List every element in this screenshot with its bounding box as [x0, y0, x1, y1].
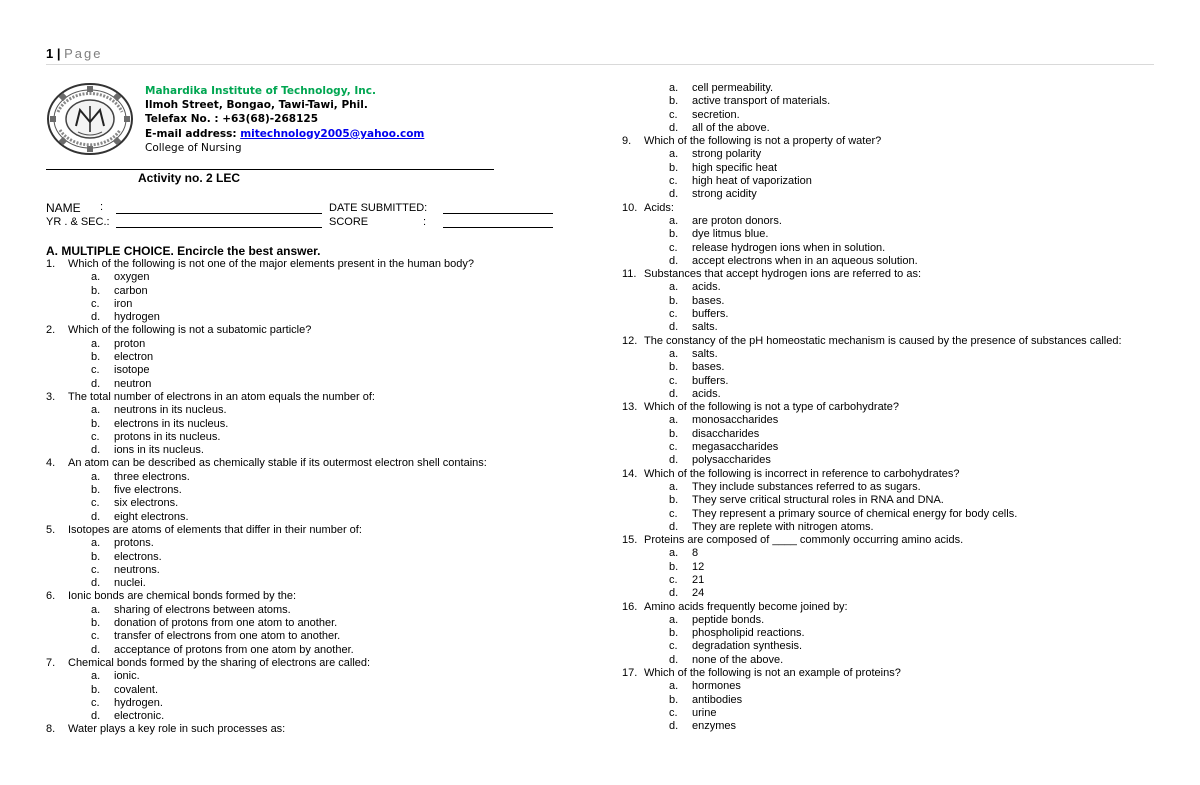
answer-option[interactable] — [46, 285, 487, 298]
institution-telefax: Telefax No. : +63(68)-268125 — [145, 113, 319, 126]
option-letter: a. — [669, 281, 679, 294]
answer-option[interactable] — [622, 640, 1122, 653]
option-letter: a. — [669, 480, 679, 493]
option-text: neutrons. — [114, 563, 160, 576]
question-number: 9. — [622, 135, 632, 148]
option-letter: d. — [669, 520, 679, 533]
option-letter: b. — [669, 294, 679, 307]
question-item — [622, 468, 1122, 481]
answer-option[interactable] — [46, 418, 487, 431]
option-text: degradation synthesis. — [692, 640, 803, 653]
answer-option[interactable] — [46, 444, 487, 457]
option-letter: d. — [669, 720, 679, 733]
option-text: electronic. — [114, 710, 165, 723]
option-text: electrons in its nucleus. — [114, 417, 229, 430]
answer-option[interactable] — [622, 694, 1122, 707]
option-text: megasaccharides — [692, 441, 779, 454]
answer-option[interactable] — [46, 311, 487, 324]
question-item — [622, 601, 1122, 614]
answer-option[interactable] — [46, 630, 487, 643]
answer-option[interactable] — [622, 295, 1122, 308]
option-letter: d. — [669, 587, 679, 600]
answer-option[interactable] — [622, 561, 1122, 574]
question-item — [622, 268, 1122, 281]
answer-option[interactable] — [46, 271, 487, 284]
option-text: accept electrons when in an aqueous solution. — [692, 254, 918, 267]
option-text: strong polarity — [692, 148, 762, 161]
option-letter: a. — [91, 470, 101, 483]
answer-option[interactable] — [46, 604, 487, 617]
option-text: iron — [114, 297, 133, 310]
option-text: 12 — [692, 560, 705, 573]
option-text: six electrons. — [114, 497, 179, 510]
option-text: hormones — [692, 680, 741, 693]
institution-name: Mahardika Institute of Technology, Inc. — [145, 85, 376, 97]
institution-seal-logo — [46, 82, 134, 156]
option-letter: a. — [669, 148, 679, 161]
answer-option[interactable] — [46, 670, 487, 683]
answer-option[interactable] — [622, 215, 1122, 228]
option-letter: a. — [91, 603, 101, 616]
question-text: Amino acids frequently become joined by: — [644, 600, 848, 613]
option-letter: c. — [669, 175, 678, 188]
option-letter: d. — [669, 653, 679, 666]
option-letter: c. — [669, 374, 678, 387]
question-text: Substances that accept hydrogen ions are referred to as: — [644, 268, 921, 281]
option-letter: b. — [669, 361, 679, 374]
page-label: Page — [64, 46, 103, 61]
score-underline — [443, 227, 553, 228]
question-number: 11. — [622, 268, 637, 281]
answer-option[interactable] — [622, 162, 1122, 175]
option-letter: a. — [91, 337, 101, 350]
question-number: 16. — [622, 600, 638, 613]
option-letter: b. — [91, 417, 101, 430]
option-letter: b. — [91, 683, 101, 696]
institution-address: Ilmoh Street, Bongao, Tawi-Tawi, Phil. — [145, 99, 368, 112]
date-submitted-underline — [443, 213, 553, 214]
question-item — [622, 202, 1122, 215]
option-text: enzymes — [692, 720, 737, 733]
option-letter: b. — [669, 228, 679, 241]
option-text: nuclei. — [114, 577, 146, 590]
option-text: electron — [114, 351, 154, 364]
question-item — [622, 135, 1122, 148]
answer-option[interactable] — [622, 255, 1122, 268]
institution-email-line — [145, 127, 424, 141]
email-label: E-mail address: — [145, 127, 237, 140]
answer-option[interactable] — [622, 627, 1122, 640]
option-letter: d. — [91, 710, 101, 723]
option-text: 8 — [692, 547, 699, 560]
option-text: high specific heat — [692, 161, 777, 174]
answer-option[interactable] — [622, 521, 1122, 534]
option-text: acids. — [692, 387, 721, 400]
question-text: Which of the following is not one of the major elements present in the human body? — [68, 258, 475, 270]
page-number: 1 — [46, 46, 54, 61]
question-number: 5. — [46, 523, 56, 536]
question-text: Which of the following is not a property of water? — [644, 135, 882, 148]
answer-option[interactable] — [46, 697, 487, 710]
option-letter: d. — [669, 254, 679, 267]
option-text: five electrons. — [114, 484, 182, 497]
option-text: proton — [114, 337, 146, 350]
name-label: NAME — [46, 201, 81, 215]
answer-option[interactable] — [622, 95, 1122, 108]
option-letter: a. — [669, 347, 679, 360]
score-label: SCORE — [329, 216, 369, 228]
date-submitted-label: DATE SUBMITTED: — [329, 202, 428, 214]
option-text: eight electrons. — [114, 510, 189, 523]
option-letter: a. — [669, 547, 679, 560]
score-colon: : — [423, 216, 427, 228]
option-text: urine — [692, 706, 717, 719]
question-item — [622, 667, 1122, 680]
option-text: all of the above. — [692, 121, 770, 134]
question-text: Proteins are composed of ____ commonly occurring amino acids. — [644, 534, 964, 547]
option-letter: d. — [91, 577, 101, 590]
question-item — [46, 391, 487, 404]
option-letter: b. — [91, 550, 101, 563]
question-item — [46, 723, 487, 736]
answer-option[interactable] — [622, 175, 1122, 188]
question-text: Ionic bonds are chemical bonds formed by the: — [68, 590, 297, 603]
option-letter: d. — [91, 510, 101, 523]
question-number: 15. — [622, 534, 638, 547]
option-text: active transport of materials. — [692, 95, 831, 108]
answer-option[interactable] — [46, 471, 487, 484]
option-text: protons. — [114, 537, 154, 550]
option-text: They serve critical structural roles in RNA and DNA. — [692, 494, 944, 507]
option-text: ions in its nucleus. — [114, 444, 204, 457]
option-text: covalent. — [114, 683, 159, 696]
answer-option[interactable] — [622, 454, 1122, 467]
option-letter: a. — [91, 537, 101, 550]
questions-right-column — [622, 82, 1122, 734]
option-letter: c. — [669, 507, 678, 520]
option-letter: a. — [669, 414, 679, 427]
option-text: high heat of vaporization — [692, 175, 812, 188]
option-letter: c. — [669, 308, 678, 321]
answer-option[interactable] — [46, 710, 487, 723]
option-text: three electrons. — [114, 470, 190, 483]
option-letter: c. — [91, 297, 100, 310]
answer-option[interactable] — [622, 654, 1122, 667]
option-letter: b. — [669, 161, 679, 174]
option-letter: c. — [669, 241, 678, 254]
question-number: 1. — [46, 258, 56, 270]
question-text: Which of the following is not a type of carbohydrate? — [644, 401, 899, 414]
option-letter: d. — [669, 321, 679, 334]
option-letter: c. — [91, 497, 100, 510]
option-letter: b. — [669, 627, 679, 640]
option-text: carbon — [114, 284, 148, 297]
institution-divider — [46, 169, 494, 170]
name-colon: : — [100, 201, 104, 213]
answer-option[interactable] — [46, 351, 487, 364]
option-letter: b. — [669, 693, 679, 706]
activity-title: Activity no. 2 LEC — [138, 171, 241, 185]
question-item — [46, 657, 487, 670]
option-text: hydrogen — [114, 311, 160, 324]
question-number: 8. — [46, 723, 56, 736]
option-letter: b. — [91, 284, 101, 297]
option-text: oxygen — [114, 271, 150, 284]
question-item — [46, 457, 487, 470]
option-text: They are replete with nitrogen atoms. — [692, 520, 874, 533]
answer-option[interactable] — [46, 617, 487, 630]
option-text: neutrons in its nucleus. — [114, 404, 227, 417]
option-text: cell permeability. — [692, 82, 774, 94]
answer-option[interactable] — [46, 484, 487, 497]
option-letter: b. — [669, 427, 679, 440]
question-text: The total number of electrons in an atom equals the number of: — [68, 390, 375, 403]
question-number: 14. — [622, 467, 638, 480]
answer-option[interactable] — [46, 684, 487, 697]
option-letter: d. — [669, 121, 679, 134]
question-text: Which of the following is incorrect in reference to carbohydrates? — [644, 467, 960, 480]
answer-option[interactable] — [622, 242, 1122, 255]
option-letter: b. — [669, 494, 679, 507]
question-text: An atom can be described as chemically stable if its outermost electron shell contains: — [68, 457, 487, 470]
question-number: 6. — [46, 590, 56, 603]
question-item — [622, 401, 1122, 414]
answer-option[interactable] — [46, 537, 487, 550]
answer-option[interactable] — [622, 109, 1122, 122]
answer-option[interactable] — [622, 441, 1122, 454]
option-text: donation of protons from one atom to another. — [114, 617, 338, 630]
option-letter: d. — [91, 311, 101, 324]
option-letter: a. — [91, 670, 101, 683]
option-letter: b. — [91, 351, 101, 364]
option-letter: d. — [91, 377, 101, 390]
option-letter: a. — [669, 82, 679, 94]
option-text: buffers. — [692, 374, 729, 387]
question-number: 2. — [46, 324, 56, 337]
answer-option[interactable] — [622, 707, 1122, 720]
question-text: Acids: — [644, 201, 674, 214]
option-text: phospholipid reactions. — [692, 627, 805, 640]
answer-option[interactable] — [622, 720, 1122, 733]
option-text: 24 — [692, 587, 705, 600]
question-item — [46, 258, 487, 271]
college-name: College of Nursing — [145, 141, 242, 154]
option-text: transfer of electrons from one atom to another. — [114, 630, 341, 643]
questions-left-column — [46, 258, 487, 737]
email-link[interactable]: mitechnology2005@yahoo.com — [240, 127, 425, 140]
option-text: salts. — [692, 347, 718, 360]
institution-block — [145, 84, 424, 155]
answer-option[interactable] — [46, 551, 487, 564]
answer-option[interactable] — [46, 644, 487, 657]
option-text: monosaccharides — [692, 414, 779, 427]
answer-option[interactable] — [622, 574, 1122, 587]
answer-option[interactable] — [46, 431, 487, 444]
answer-option[interactable] — [46, 338, 487, 351]
option-letter: b. — [91, 484, 101, 497]
question-number: 4. — [46, 457, 56, 470]
option-text: disaccharides — [692, 427, 760, 440]
option-text: are proton donors. — [692, 214, 782, 227]
question-text: Which of the following is not a subatomic particle? — [68, 324, 312, 337]
answer-option[interactable] — [622, 614, 1122, 627]
answer-option[interactable] — [46, 298, 487, 311]
question-text: Which of the following is not an example of proteins? — [644, 667, 901, 680]
answer-option[interactable] — [622, 680, 1122, 693]
question-number: 7. — [46, 656, 56, 669]
question-item — [622, 335, 1122, 348]
option-letter: d. — [669, 454, 679, 467]
header-divider — [46, 64, 1154, 65]
option-letter: a. — [91, 404, 101, 417]
answer-option[interactable] — [622, 281, 1122, 294]
answer-option[interactable] — [46, 404, 487, 417]
section-title: A. MULTIPLE CHOICE. Encircle the best answer. — [46, 244, 321, 258]
option-text: salts. — [692, 321, 718, 334]
option-letter: c. — [669, 573, 678, 586]
option-text: neutron — [114, 377, 152, 390]
option-text: polysaccharides — [692, 454, 771, 467]
option-letter: d. — [669, 387, 679, 400]
page-separator: | — [56, 46, 61, 61]
option-letter: a. — [669, 214, 679, 227]
option-letter: a. — [669, 613, 679, 626]
option-text: secretion. — [692, 108, 740, 121]
question-item — [46, 524, 487, 537]
answer-option[interactable] — [46, 497, 487, 510]
option-letter: c. — [91, 630, 100, 643]
option-letter: b. — [669, 95, 679, 108]
answer-option[interactable] — [46, 564, 487, 577]
option-text: antibodies — [692, 693, 743, 706]
option-text: none of the above. — [692, 653, 784, 666]
option-letter: c. — [91, 563, 100, 576]
answer-option[interactable] — [622, 348, 1122, 361]
option-letter: b. — [91, 617, 101, 630]
answer-option[interactable] — [622, 508, 1122, 521]
option-letter: c. — [669, 640, 678, 653]
option-text: bases. — [692, 361, 725, 374]
question-item — [46, 324, 487, 337]
answer-option[interactable] — [622, 308, 1122, 321]
answer-option[interactable] — [622, 428, 1122, 441]
question-text: Chemical bonds formed by the sharing of electrons are called: — [68, 656, 371, 669]
option-letter: c. — [91, 364, 100, 377]
option-text: dye litmus blue. — [692, 228, 769, 241]
option-letter: b. — [669, 560, 679, 573]
answer-option[interactable] — [622, 587, 1122, 600]
answer-option[interactable] — [46, 511, 487, 524]
page-number-header — [46, 46, 103, 61]
option-text: hydrogen. — [114, 696, 163, 709]
answer-option[interactable] — [622, 414, 1122, 427]
option-text: ionic. — [114, 670, 140, 683]
answer-option[interactable] — [622, 361, 1122, 374]
question-number: 12. — [622, 334, 638, 347]
answer-option[interactable] — [622, 82, 1122, 95]
option-letter: c. — [91, 696, 100, 709]
name-underline — [116, 213, 322, 214]
option-text: protons in its nucleus. — [114, 430, 221, 443]
question-text: Isotopes are atoms of elements that differ in their number of: — [68, 523, 362, 536]
option-letter: d. — [669, 188, 679, 201]
question-item — [622, 534, 1122, 547]
option-letter: d. — [91, 444, 101, 457]
option-letter: c. — [669, 441, 678, 454]
option-text: strong acidity — [692, 188, 757, 201]
question-text: Water plays a key role in such processes as: — [68, 723, 286, 736]
answer-option[interactable] — [622, 388, 1122, 401]
option-letter: a. — [669, 680, 679, 693]
answer-option[interactable] — [622, 481, 1122, 494]
answer-option[interactable] — [622, 494, 1122, 507]
yr-sec-underline — [116, 227, 322, 228]
option-text: buffers. — [692, 308, 729, 321]
question-number: 3. — [46, 390, 56, 403]
option-letter: c. — [669, 108, 678, 121]
option-letter: d. — [91, 643, 101, 656]
option-letter: c. — [669, 706, 678, 719]
option-letter: a. — [91, 271, 101, 284]
option-text: acids. — [692, 281, 721, 294]
answer-option[interactable] — [622, 375, 1122, 388]
option-letter: c. — [91, 430, 100, 443]
answer-option[interactable] — [46, 364, 487, 377]
question-number: 10. — [622, 201, 638, 214]
option-text: 21 — [692, 573, 705, 586]
question-item — [46, 590, 487, 603]
option-text: They represent a primary source of chemical energy for body cells. — [692, 507, 1018, 520]
answer-option[interactable] — [622, 188, 1122, 201]
option-text: They include substances referred to as sugars. — [692, 480, 921, 493]
option-text: release hydrogen ions when in solution. — [692, 241, 886, 254]
answer-option[interactable] — [622, 148, 1122, 161]
answer-option[interactable] — [46, 577, 487, 590]
option-text: acceptance of protons from one atom by another. — [114, 643, 354, 656]
option-text: bases. — [692, 294, 725, 307]
answer-option[interactable] — [622, 547, 1122, 560]
question-number: 13. — [622, 401, 638, 414]
option-text: sharing of electrons between atoms. — [114, 603, 291, 616]
answer-option[interactable] — [622, 122, 1122, 135]
answer-option[interactable] — [622, 321, 1122, 334]
option-text: peptide bonds. — [692, 613, 765, 626]
yr-sec-label: YR . & SEC.: — [46, 216, 110, 228]
answer-option[interactable] — [46, 378, 487, 391]
answer-option[interactable] — [622, 228, 1122, 241]
option-text: isotope — [114, 364, 150, 377]
question-number: 17. — [622, 667, 638, 680]
option-text: electrons. — [114, 550, 162, 563]
question-text: The constancy of the pH homeostatic mechanism is caused by the presence of substances called: — [644, 334, 1122, 347]
